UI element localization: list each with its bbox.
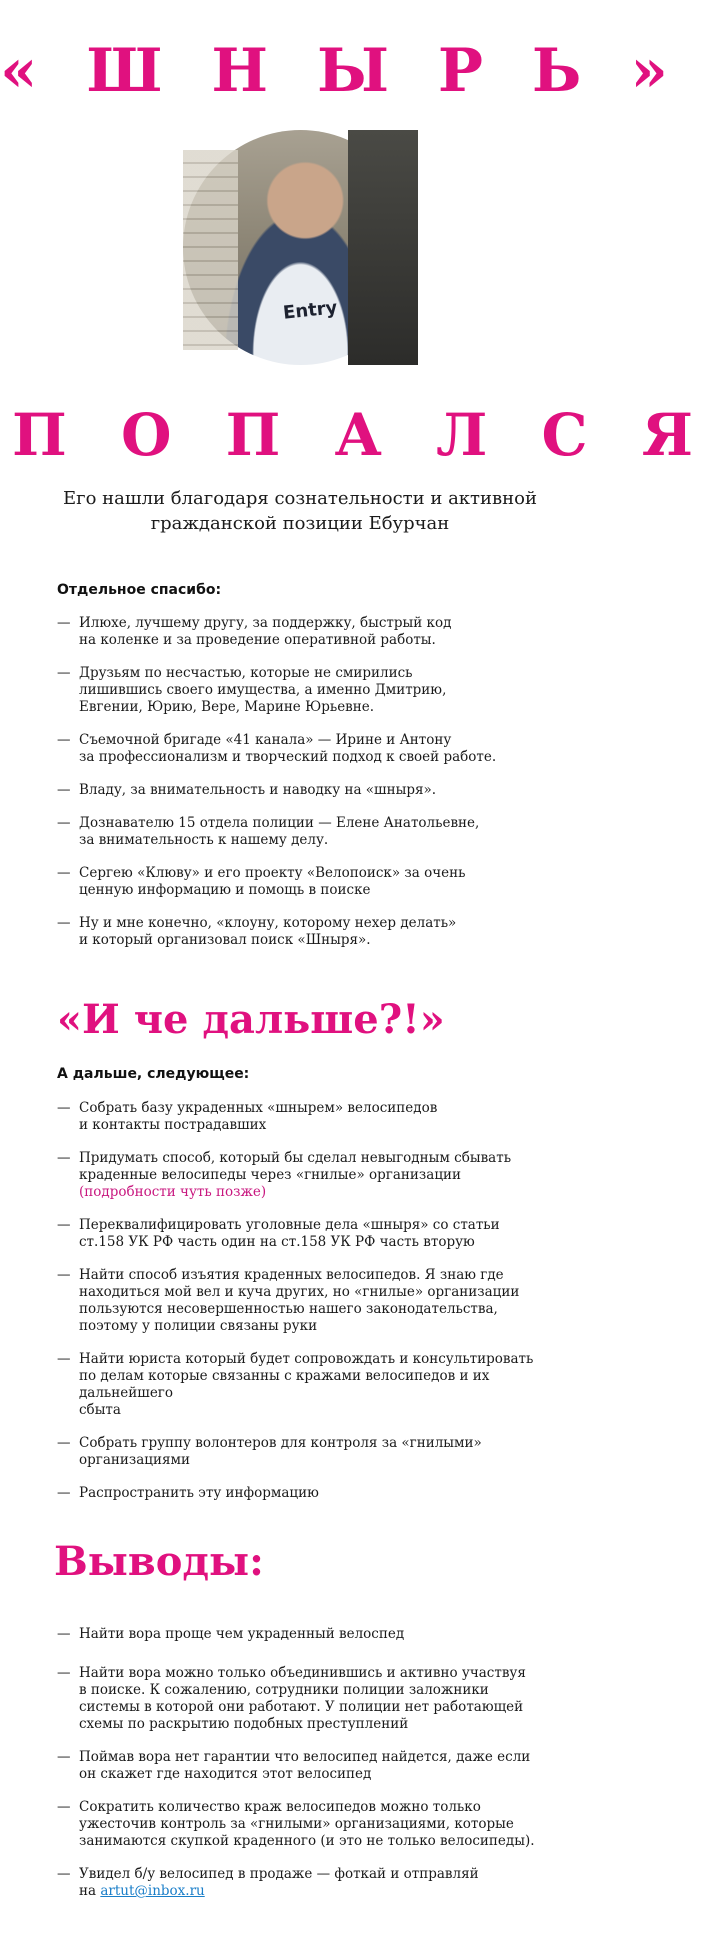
list-item: — Съемочной бригаде «41 канала» — Ирине и Антону за профессионализм и творческий подход к своей работе.	[57, 732, 577, 766]
photo-background-panel	[183, 150, 238, 350]
list-item: — Дознавателю 15 отдела полиции — Елене Анатольевне, за внимательность к нашему делу.	[57, 815, 577, 849]
title-caught: П О П А Л С Я	[12, 401, 710, 469]
list-item	[57, 1866, 587, 1900]
list-item: — Найти вора можно только объединившись и активно участвуя в поиске. К сожалению, сотрудники полиции заложники системы в которой они работают. У полиции нет работающей схемы по раскрытию подобных преступлений	[57, 1665, 587, 1733]
list-item: — Переквалифицировать уголовные дела «шныря» со статьи ст.158 УК РФ часть один на ст.158 УК РФ часть вторую	[57, 1217, 587, 1251]
list-item-text: Увидел б/у велосипед в продаже — фоткай и отправляй на	[79, 1866, 479, 1899]
conclusions-list	[57, 1626, 587, 1900]
list-item: — Распространить эту информацию	[57, 1485, 587, 1502]
list-item: — Собрать базу украденных «шнырем» велосипедов и контакты пострадавших	[57, 1100, 587, 1134]
details-note: (подробности чуть позже)	[79, 1184, 267, 1200]
list-item-text: Придумать способ, который бы сделал невыгодным сбывать краденные велосипеды через «гнилые» организации	[79, 1150, 512, 1183]
next-heading: «И че дальше?!»	[57, 996, 445, 1043]
list-item: — Найти вора проще чем украденный велоспед	[57, 1626, 587, 1643]
conclusions-heading: Выводы:	[54, 1538, 264, 1585]
photo-shirt-text: Entry	[282, 297, 339, 324]
list-item: — Поймав вора нет гарантии что велосипед найдется, даже если он скажет где находится этот велосипед	[57, 1749, 587, 1783]
email-link[interactable]: artut@inbox.ru	[100, 1883, 205, 1899]
next-list	[57, 1100, 587, 1502]
list-item: — Сергею «Клюву» и его проекту «Велопоиск» за очень ценную информацию и помощь в поиске	[57, 865, 577, 899]
list-item	[57, 1150, 587, 1201]
list-item: — Илюхе, лучшему другу, за поддержку, быстрый код на коленке и за проведение оперативной работы.	[57, 615, 577, 649]
list-item: — Найти юриста который будет сопровождать и консультировать по делам которые связанны с кражами велосипедов и их дальнейшего сбыта	[57, 1351, 587, 1419]
suspect-photo	[183, 130, 418, 365]
title-shnyr: « Ш Н Ы Р Ь »	[0, 36, 682, 106]
list-item: — Ну и мне конечно, «клоуну, которому нехер делать» и который организовал поиск «Шныря».	[57, 915, 577, 949]
photo-background-dark	[348, 130, 418, 365]
list-item: — Собрать группу волонтеров для контроля за «гнилыми» организациями	[57, 1435, 587, 1469]
list-item: — Найти способ изъятия краденных велосипедов. Я знаю где находиться мой вел и куча других, но «гнилые» организации пользуются несовершенностью нашего законодательства, поэтому у полиции связаны руки	[57, 1267, 587, 1335]
subtitle: Его нашли благодаря сознательности и активной гражданской позиции Ебурчан	[63, 488, 537, 534]
thanks-list	[57, 615, 577, 949]
next-subheading: А дальше, следующее:	[57, 1066, 250, 1082]
list-item: — Сократить количество краж велосипедов можно только ужесточив контроль за «гнилыми» организациями, которые занимаются скупкой краденного (и это не только велосипеды).	[57, 1799, 587, 1850]
list-item: — Друзьям по несчастью, которые не смирились лишившись своего имущества, а именно Дмитрию, Евгении, Юрию, Вере, Марине Юрьевне.	[57, 665, 577, 716]
thanks-heading: Отдельное спасибо:	[57, 582, 222, 598]
list-item: — Владу, за внимательность и наводку на «шныря».	[57, 782, 577, 799]
